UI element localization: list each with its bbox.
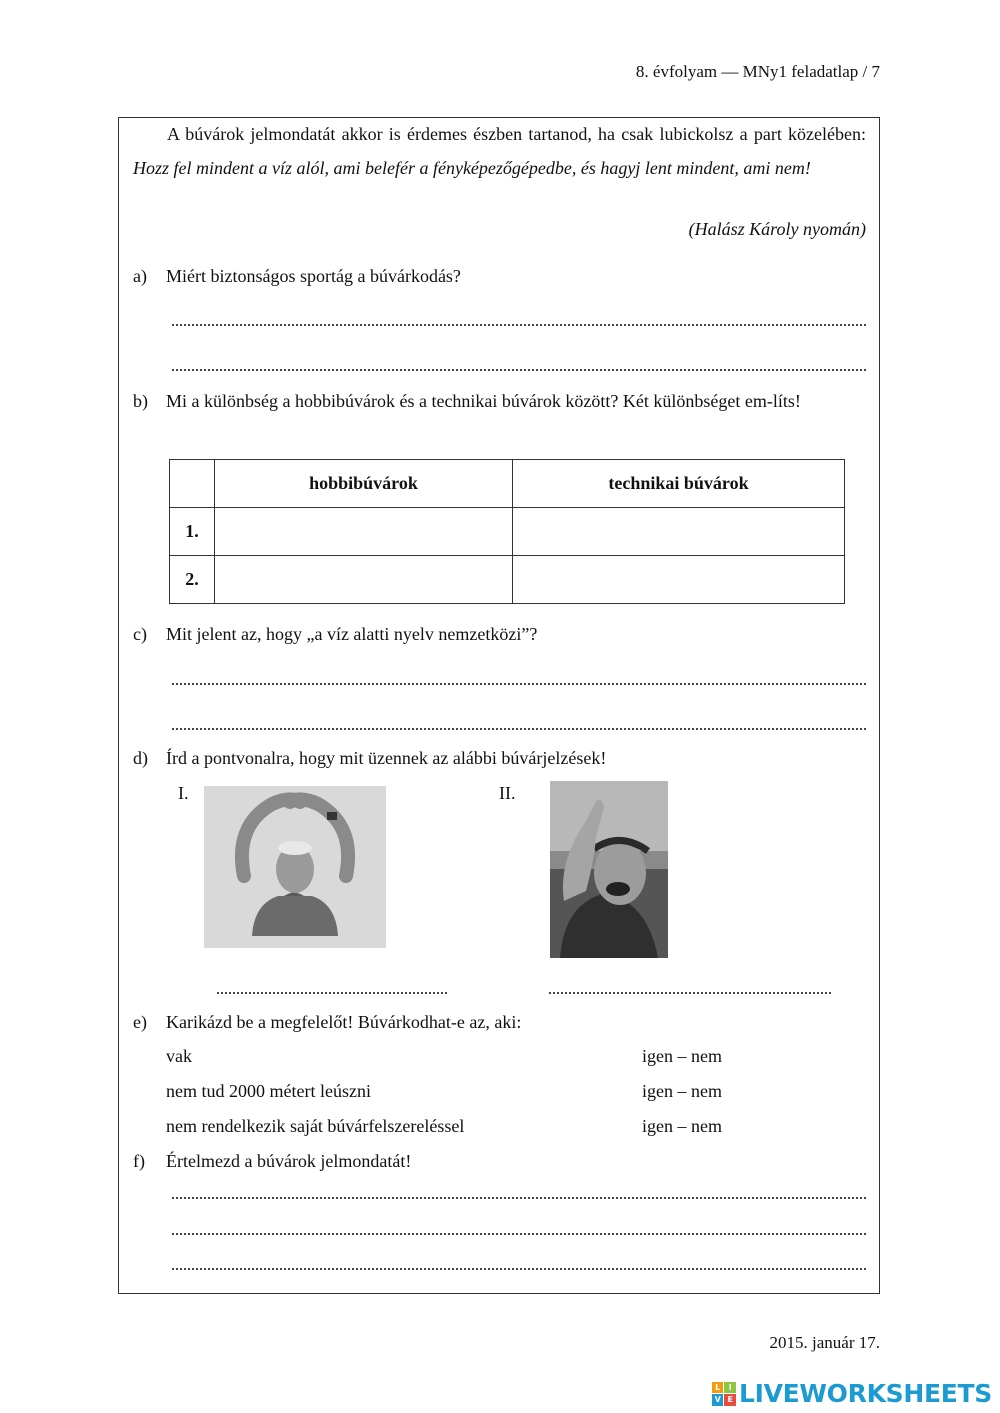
option-choice[interactable]: igen – nem [642,1116,722,1136]
answer-cell-technical-1[interactable] [513,508,845,556]
brand-name: LIVEWORKSHEETS [738,1379,992,1408]
footer-date: 2015. január 17. [769,1333,880,1352]
attribution: (Halász Károly nyomán) [688,219,866,239]
question-c-text: Mit jelent az, hogy „a víz alatti nyelv nemzetközi”? [166,624,538,644]
difference-table [169,459,845,604]
question-d-letter: d) [133,748,148,768]
liveworksheets-logo-icon [712,1382,736,1406]
question-d-text: Írd a pontvonalra, hogy mit üzennek az alábbi búvárjelzések! [166,748,607,768]
row-number: 2. [170,556,215,604]
answer-cell-hobby-1[interactable] [215,508,513,556]
intro-paragraph [133,117,866,185]
option-choice[interactable]: igen – nem [642,1046,722,1066]
question-b-letter: b) [133,391,148,411]
answer-line-f-3[interactable] [172,1268,866,1270]
question-a-letter: a) [133,266,147,286]
logo-letter: E [724,1394,736,1406]
diver-wave-signal-photo [550,781,668,958]
table-header-technical: technikai búvárok [513,460,845,508]
answer-cell-hobby-2[interactable] [215,556,513,604]
table-header-empty [170,460,215,508]
answer-line-c-1[interactable] [172,683,866,685]
question-e-letter: e) [133,1012,147,1032]
diver-motto: Hozz fel mindent a víz alól, ami belefér a fényképezőgépedbe, és hagyj lent mindent, ami nem! [133,158,811,178]
question-f-letter: f) [133,1151,145,1171]
option-choice[interactable]: igen – nem [642,1081,722,1101]
answer-line-c-2[interactable] [172,728,866,730]
logo-letter: L [712,1382,724,1394]
page-header: 8. évfolyam — MNy1 feladatlap / 7 [635,62,880,81]
answer-line-f-2[interactable] [172,1233,866,1235]
logo-letter: V [712,1394,724,1406]
image-label-2: II. [499,783,516,803]
answer-line-a-2[interactable] [172,369,866,371]
table-row [170,556,845,604]
diver-ok-signal-photo [204,786,386,948]
question-b-text: Mi a különbség a hobbibúvárok és a technikai búvárok között? Két különbséget em-líts! [166,391,801,411]
option-label: vak [166,1046,192,1066]
option-label: nem rendelkezik saját búvárfelszereléssel [166,1116,465,1136]
table-header-hobby: hobbibúvárok [215,460,513,508]
liveworksheets-brand[interactable] [712,1379,992,1408]
question-f-text: Értelmezd a búvárok jelmondatát! [166,1151,412,1171]
table-header-row [170,460,845,508]
intro-lead: A búvárok jelmondatát akkor is érdemes észben tartanod, ha csak lubickolsz a part közelében: [167,124,866,144]
logo-letter: I [724,1382,736,1394]
option-label: nem tud 2000 métert leúszni [166,1081,371,1101]
answer-line-d-1[interactable] [217,992,447,994]
question-c-letter: c) [133,624,147,644]
question-a-text: Miért biztonságos sportág a búvárkodás? [166,266,461,286]
image-label-1: I. [178,783,189,803]
row-number: 1. [170,508,215,556]
answer-line-d-2[interactable] [549,992,831,994]
table-row [170,508,845,556]
answer-line-a-1[interactable] [172,324,866,326]
answer-cell-technical-2[interactable] [513,556,845,604]
answer-line-f-1[interactable] [172,1197,866,1199]
question-e-text: Karikázd be a megfelelőt! Búvárkodhat-e az, aki: [166,1012,522,1032]
